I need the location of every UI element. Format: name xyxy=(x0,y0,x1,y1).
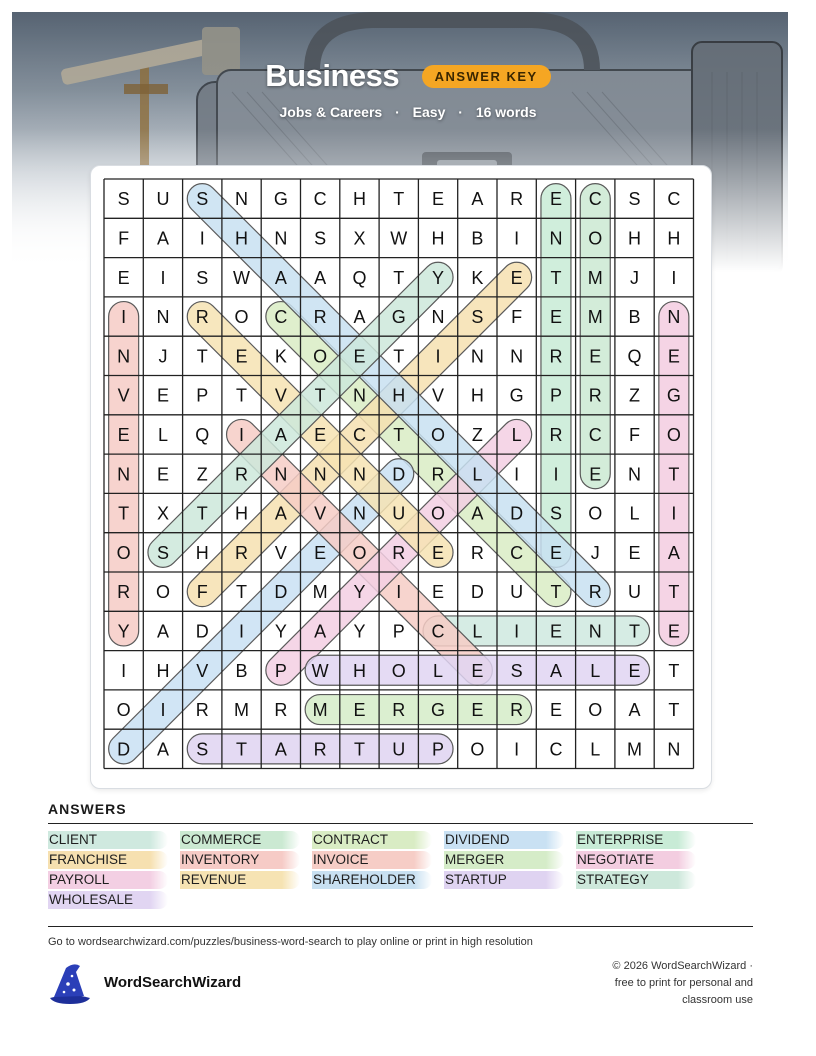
grid-cell-letter[interactable]: M xyxy=(587,267,603,288)
grid-cell-letter[interactable]: T xyxy=(236,385,248,406)
wizard-hat-icon xyxy=(46,962,94,1006)
grid-cell-letter[interactable]: E xyxy=(549,307,562,328)
divider xyxy=(48,823,753,824)
grid-cell-letter[interactable]: R xyxy=(510,189,524,210)
grid-cell-letter[interactable]: O xyxy=(588,700,603,721)
answer-key-badge: ANSWER KEY xyxy=(422,65,551,88)
footer-link[interactable]: Go to wordsearchwizard.com/puzzles/business-word-search to play online or print in high resolution xyxy=(48,936,533,948)
grid-cell-letter[interactable]: M xyxy=(312,700,328,721)
grid-cell-letter[interactable]: E xyxy=(667,346,680,367)
grid-cell-letter[interactable]: Y xyxy=(274,621,287,642)
grid-cell-letter[interactable]: E xyxy=(628,660,641,681)
grid-cell-letter[interactable]: E xyxy=(432,582,445,603)
grid-cell-letter[interactable]: T xyxy=(668,464,680,485)
grid-cell-letter[interactable]: N xyxy=(510,346,524,367)
grid-cell-letter[interactable]: O xyxy=(666,424,681,445)
answer-item: MERGER xyxy=(444,851,564,869)
grid-cell-letter[interactable]: Q xyxy=(352,267,367,288)
grid-cell-letter[interactable]: L xyxy=(590,660,601,681)
grid-cell-letter[interactable]: Z xyxy=(629,385,641,406)
grid-cell-letter[interactable]: N xyxy=(313,464,327,485)
grid-cell-letter[interactable]: U xyxy=(392,739,406,760)
grid-cell-letter[interactable]: H xyxy=(431,228,445,249)
copyright-line: © 2026 WordSearchWizard · xyxy=(612,960,753,972)
grid-cell-letter[interactable]: V xyxy=(274,385,287,406)
grid-cell-letter[interactable]: R xyxy=(431,464,445,485)
grid-cell-letter[interactable]: C xyxy=(549,739,563,760)
grid-cell-letter[interactable]: I xyxy=(435,346,441,367)
answer-item: SHAREHOLDER xyxy=(312,871,432,889)
grid-cell-letter[interactable]: C xyxy=(274,307,288,328)
grid-cell-letter[interactable]: M xyxy=(587,307,603,328)
grid-cell-letter[interactable]: A xyxy=(471,189,484,210)
grid-cell-letter[interactable]: M xyxy=(627,739,643,760)
grid-cell-letter[interactable]: N xyxy=(431,307,445,328)
grid-cell-letter[interactable]: H xyxy=(195,542,209,563)
grid-cell-letter[interactable]: G xyxy=(509,385,524,406)
grid-cell-letter[interactable]: N xyxy=(667,739,681,760)
grid-cell-letter[interactable]: T xyxy=(118,503,130,524)
grid-cell-letter[interactable]: W xyxy=(233,267,251,288)
grid-cell-letter[interactable]: T xyxy=(236,582,248,603)
grid-cell-letter[interactable]: I xyxy=(396,582,402,603)
grid-cell-letter[interactable]: H xyxy=(352,189,366,210)
grid-cell-letter[interactable]: L xyxy=(433,660,444,681)
grid-cell-letter[interactable]: T xyxy=(353,739,365,760)
grid-cell-letter[interactable]: H xyxy=(235,228,249,249)
answer-item: WHOLESALE xyxy=(48,891,168,909)
answers-heading: ANSWERS xyxy=(48,801,127,817)
grid-cell-letter[interactable]: S xyxy=(196,739,209,760)
grid-cell-letter[interactable]: A xyxy=(156,228,169,249)
grid-cell-letter[interactable]: O xyxy=(313,346,328,367)
grid-cell-letter[interactable]: F xyxy=(196,582,208,603)
grid-cell-letter[interactable]: E xyxy=(117,424,130,445)
grid-cell-letter[interactable]: N xyxy=(352,385,366,406)
grid-cell-letter[interactable]: T xyxy=(393,424,405,445)
grid-cell-letter[interactable]: D xyxy=(117,739,131,760)
grid-cell-letter[interactable]: R xyxy=(470,542,484,563)
grid-cell-letter[interactable]: I xyxy=(553,464,559,485)
grid-cell-letter[interactable]: R xyxy=(510,700,524,721)
grid-cell-letter[interactable]: Q xyxy=(195,424,210,445)
grid-cell-letter[interactable]: R xyxy=(549,346,563,367)
grid-cell-letter[interactable]: Y xyxy=(353,582,366,603)
grid-cell-letter[interactable]: E xyxy=(549,621,562,642)
grid-cell-letter[interactable]: R xyxy=(313,307,327,328)
grid-cell-letter[interactable]: R xyxy=(274,700,288,721)
grid-cell-letter[interactable]: H xyxy=(628,228,642,249)
answer-item: DIVIDEND xyxy=(444,831,564,849)
grid-cell-letter[interactable]: I xyxy=(160,267,166,288)
grid-cell-letter[interactable]: L xyxy=(590,739,601,760)
grid-cell-letter[interactable]: A xyxy=(274,267,287,288)
grid-cell-letter[interactable]: R xyxy=(313,739,327,760)
difficulty-label: Easy xyxy=(412,104,446,120)
copyright-line: classroom use xyxy=(682,994,753,1006)
grid-cell-letter[interactable]: I xyxy=(514,739,520,760)
grid-cell-letter[interactable]: M xyxy=(312,582,328,603)
grid-cell-letter[interactable]: M xyxy=(234,700,250,721)
grid-cell-letter[interactable]: H xyxy=(470,385,484,406)
grid-cell-letter[interactable]: L xyxy=(157,424,168,445)
grid-cell-letter[interactable]: N xyxy=(117,346,131,367)
grid-cell-letter[interactable]: D xyxy=(510,503,524,524)
grid-cell-letter[interactable]: A xyxy=(156,739,169,760)
grid-cell-letter[interactable]: N xyxy=(352,503,366,524)
grid-cell-letter[interactable]: L xyxy=(629,503,640,524)
page-title: Business xyxy=(265,58,400,93)
grid-cell-letter[interactable]: R xyxy=(588,582,602,603)
grid-cell-letter[interactable]: T xyxy=(393,189,405,210)
grid-cell-letter[interactable]: N xyxy=(667,307,681,328)
grid-cell-letter[interactable]: F xyxy=(629,424,641,445)
meta-separator: · xyxy=(395,104,400,120)
grid-cell-letter[interactable]: I xyxy=(671,267,677,288)
grid-cell-letter[interactable]: I xyxy=(199,228,205,249)
grid-cell-letter[interactable]: Z xyxy=(196,464,208,485)
grid-cell-letter[interactable]: H xyxy=(392,385,406,406)
grid-cell-letter[interactable]: I xyxy=(160,700,166,721)
grid-cell-letter[interactable]: Z xyxy=(471,424,483,445)
grid-cell-letter[interactable]: I xyxy=(514,464,520,485)
grid-cell-letter[interactable]: T xyxy=(196,503,208,524)
grid-cell-letter[interactable]: B xyxy=(471,228,484,249)
grid-cell-letter[interactable]: L xyxy=(511,424,522,445)
grid-cell-letter[interactable]: C xyxy=(352,424,366,445)
grid-cell-letter[interactable]: A xyxy=(274,424,287,445)
grid-cell-letter[interactable]: U xyxy=(628,582,642,603)
grid-cell-letter[interactable]: N xyxy=(352,464,366,485)
grid-cell-letter[interactable]: H xyxy=(156,660,170,681)
grid-cell-letter[interactable]: A xyxy=(353,307,366,328)
grid-cell-letter[interactable]: A xyxy=(314,621,327,642)
grid-cell-letter[interactable]: D xyxy=(274,582,288,603)
grid-cell-letter[interactable]: C xyxy=(431,621,445,642)
grid-cell-letter[interactable]: E xyxy=(549,189,562,210)
grid-cell-letter[interactable]: S xyxy=(156,542,169,563)
grid-cell-letter[interactable]: A xyxy=(471,503,484,524)
answer-item: FRANCHISE xyxy=(48,851,168,869)
answer-item: REVENUE xyxy=(180,871,300,889)
grid-cell-letter[interactable]: V xyxy=(274,542,287,563)
grid-cell-letter[interactable]: E xyxy=(314,424,327,445)
grid-cell-letter[interactable]: V xyxy=(117,385,130,406)
answer-item: INVENTORY xyxy=(180,851,300,869)
answer-item: COMMERCE xyxy=(180,831,300,849)
grid-cell-letter[interactable]: R xyxy=(392,542,406,563)
grid-cell-letter[interactable]: E xyxy=(510,267,523,288)
grid-cell-letter[interactable]: L xyxy=(472,464,483,485)
answer-item: NEGOTIATE xyxy=(576,851,696,869)
grid-cell-letter[interactable]: N xyxy=(470,346,484,367)
grid-cell-letter[interactable]: P xyxy=(549,385,562,406)
grid-cell-letter[interactable]: A xyxy=(628,700,641,721)
grid-cell-letter[interactable]: O xyxy=(470,739,485,760)
grid-cell-letter[interactable]: O xyxy=(588,228,603,249)
grid-cell-letter[interactable]: O xyxy=(352,542,367,563)
grid-cell-letter[interactable]: C xyxy=(588,424,602,445)
grid-cell-letter[interactable]: T xyxy=(236,739,248,760)
grid-cell-letter[interactable]: I xyxy=(121,307,127,328)
grid-cell-letter[interactable]: T xyxy=(393,346,405,367)
grid-cell-letter[interactable]: T xyxy=(550,267,562,288)
grid-cell-letter[interactable]: I xyxy=(514,228,520,249)
word-count-label: 16 words xyxy=(475,104,537,120)
grid-cell-letter[interactable]: N xyxy=(588,621,602,642)
grid-cell-letter[interactable]: H xyxy=(667,228,681,249)
grid-cell-letter[interactable]: E xyxy=(235,346,248,367)
grid-cell-letter[interactable]: T xyxy=(668,660,680,681)
grid-cell-letter[interactable]: Y xyxy=(353,621,366,642)
copyright-text xyxy=(533,958,753,1009)
grid-cell-letter[interactable]: S xyxy=(510,660,523,681)
grid-cell-letter[interactable]: R xyxy=(235,542,249,563)
grid-cell-letter[interactable]: E xyxy=(156,464,169,485)
grid-cell-letter[interactable]: W xyxy=(311,660,329,681)
grid-cell-letter[interactable]: T xyxy=(668,700,680,721)
copyright-line: free to print for personal and xyxy=(614,977,753,989)
grid-cell-letter[interactable]: Y xyxy=(117,621,130,642)
grid-cell-letter[interactable]: I xyxy=(121,660,127,681)
grid-cell-letter[interactable]: U xyxy=(156,189,170,210)
grid-cell-letter[interactable]: H xyxy=(235,503,249,524)
grid-cell-letter[interactable]: T xyxy=(629,621,641,642)
grid-cell-letter[interactable]: B xyxy=(235,660,248,681)
answer-item: STRATEGY xyxy=(576,871,696,889)
grid-cell-letter[interactable]: F xyxy=(511,307,523,328)
answer-item: CLIENT xyxy=(48,831,168,849)
grid-cell-letter[interactable]: E xyxy=(549,542,562,563)
grid-cell-letter[interactable]: W xyxy=(390,228,408,249)
grid-cell-letter[interactable]: E xyxy=(589,464,602,485)
grid-cell-letter[interactable]: E xyxy=(628,542,641,563)
grid-cell-letter[interactable]: N xyxy=(274,464,288,485)
grid-cell-letter[interactable]: N xyxy=(235,189,249,210)
grid-cell-letter[interactable]: U xyxy=(510,582,524,603)
grid-cell-letter[interactable]: F xyxy=(118,228,130,249)
grid-cell-letter[interactable]: X xyxy=(353,228,366,249)
grid-cell-letter[interactable]: G xyxy=(391,307,406,328)
grid-cell-letter[interactable]: I xyxy=(239,621,245,642)
grid-cell-letter[interactable]: O xyxy=(116,700,131,721)
grid-cell-letter[interactable]: R xyxy=(195,700,209,721)
grid-cell-letter[interactable]: V xyxy=(196,660,209,681)
grid-cell-letter[interactable]: T xyxy=(668,582,680,603)
grid-cell-letter[interactable]: N xyxy=(117,464,131,485)
grid-cell-letter[interactable]: E xyxy=(353,700,366,721)
grid-cell-letter[interactable]: N xyxy=(274,228,288,249)
grid-cell-letter[interactable]: A xyxy=(274,503,287,524)
grid-cell-letter[interactable]: B xyxy=(628,307,641,328)
grid-cell-letter[interactable]: T xyxy=(550,582,562,603)
grid-cell-letter[interactable]: S xyxy=(549,503,562,524)
grid-cell-letter[interactable]: R xyxy=(117,582,131,603)
grid-cell-letter[interactable]: S xyxy=(628,189,641,210)
grid-cell-letter[interactable]: J xyxy=(158,346,168,367)
grid-cell-letter[interactable]: E xyxy=(589,346,602,367)
grid-cell-letter[interactable]: V xyxy=(432,385,445,406)
grid-cell-letter[interactable]: O xyxy=(431,424,446,445)
grid-cell-letter[interactable]: A xyxy=(274,739,287,760)
grid-cell-letter[interactable]: E xyxy=(432,542,445,563)
grid-cell-letter[interactable]: E xyxy=(471,660,484,681)
grid-cell-letter[interactable]: I xyxy=(239,424,245,445)
grid-cell-letter[interactable]: E xyxy=(353,346,366,367)
divider xyxy=(48,926,753,927)
grid-cell-letter[interactable]: N xyxy=(628,464,642,485)
grid-cell-letter[interactable]: A xyxy=(156,621,169,642)
grid-cell-letter[interactable]: A xyxy=(549,660,562,681)
grid-cell-letter[interactable]: A xyxy=(314,267,327,288)
grid-cell-letter[interactable]: J xyxy=(630,267,640,288)
grid-cell-letter[interactable]: R xyxy=(235,464,249,485)
grid-cell-letter[interactable]: J xyxy=(590,542,600,563)
grid-cell-letter[interactable]: E xyxy=(117,267,130,288)
grid-cell-letter[interactable]: O xyxy=(588,503,603,524)
grid-cell-letter[interactable]: S xyxy=(314,228,327,249)
grid-cell-letter[interactable]: G xyxy=(431,700,446,721)
grid-cell-letter[interactable]: E xyxy=(471,700,484,721)
grid-cell-letter[interactable]: R xyxy=(588,385,602,406)
grid-cell-letter[interactable]: A xyxy=(667,542,680,563)
category-label: Jobs & Careers xyxy=(279,104,383,120)
grid-cell-letter[interactable]: T xyxy=(196,346,208,367)
grid-cell-letter[interactable]: R xyxy=(392,700,406,721)
grid-cell-letter[interactable]: C xyxy=(313,189,327,210)
answer-item: STARTUP xyxy=(444,871,564,889)
grid-cell-letter[interactable]: S xyxy=(196,189,209,210)
grid-cell-letter[interactable]: P xyxy=(274,660,287,681)
grid-cell-letter[interactable]: S xyxy=(196,267,209,288)
grid-cell-letter[interactable]: O xyxy=(391,660,406,681)
grid-cell-letter[interactable]: E xyxy=(667,621,680,642)
grid-cell-letter[interactable]: P xyxy=(432,739,445,760)
grid-cell-letter[interactable]: R xyxy=(195,307,209,328)
grid-cell-letter[interactable]: K xyxy=(274,346,287,367)
grid-cell-letter[interactable]: L xyxy=(472,621,483,642)
grid-cell-letter[interactable]: D xyxy=(470,582,484,603)
grid-cell-letter[interactable]: S xyxy=(117,189,130,210)
grid-cell-letter[interactable]: E xyxy=(432,189,445,210)
grid-cell-letter[interactable]: O xyxy=(234,307,249,328)
answer-item: CONTRACT xyxy=(312,831,432,849)
grid-cell-letter[interactable]: G xyxy=(273,189,288,210)
grid-cell-letter[interactable]: R xyxy=(549,424,563,445)
grid-cell-letter[interactable]: P xyxy=(196,385,209,406)
grid-cell-letter[interactable]: T xyxy=(314,385,326,406)
grid-cell-letter[interactable]: O xyxy=(155,582,170,603)
answer-item: ENTERPRISE xyxy=(576,831,696,849)
grid-cell-letter[interactable]: H xyxy=(352,660,366,681)
grid-cell-letter[interactable]: E xyxy=(549,700,562,721)
grid-cell-letter[interactable]: C xyxy=(588,189,602,210)
grid-cell-letter[interactable]: N xyxy=(549,228,563,249)
grid-cell-letter[interactable]: D xyxy=(195,621,209,642)
grid-cell-letter[interactable]: V xyxy=(314,503,327,524)
grid-cell-letter[interactable]: C xyxy=(667,189,681,210)
grid-cell-letter[interactable]: P xyxy=(392,621,405,642)
grid-cell-letter[interactable]: X xyxy=(156,503,169,524)
grid-cell-letter[interactable]: N xyxy=(156,307,170,328)
grid-cell-letter[interactable]: E xyxy=(156,385,169,406)
answer-item: INVOICE xyxy=(312,851,432,869)
grid-cell-letter[interactable]: U xyxy=(392,503,406,524)
meta-separator: · xyxy=(458,104,463,120)
grid-cell-letter[interactable]: I xyxy=(514,621,520,642)
grid-cell-letter[interactable]: Y xyxy=(432,267,445,288)
grid-cell-letter[interactable]: S xyxy=(471,307,484,328)
grid-cell-letter[interactable]: K xyxy=(471,267,484,288)
grid-cell-letter[interactable]: D xyxy=(392,464,406,485)
brand-name[interactable]: WordSearchWizard xyxy=(104,974,242,991)
grid-cell-letter[interactable]: E xyxy=(314,542,327,563)
grid-cell-letter[interactable]: Q xyxy=(627,346,642,367)
answer-item: PAYROLL xyxy=(48,871,168,889)
grid-cell-letter[interactable]: O xyxy=(116,542,131,563)
grid-cell-letter[interactable]: T xyxy=(393,267,405,288)
grid-cell-letter[interactable]: I xyxy=(671,503,677,524)
grid-cell-letter[interactable]: O xyxy=(431,503,446,524)
grid-cell-letter[interactable]: G xyxy=(666,385,681,406)
grid-cell-letter[interactable]: C xyxy=(510,542,524,563)
